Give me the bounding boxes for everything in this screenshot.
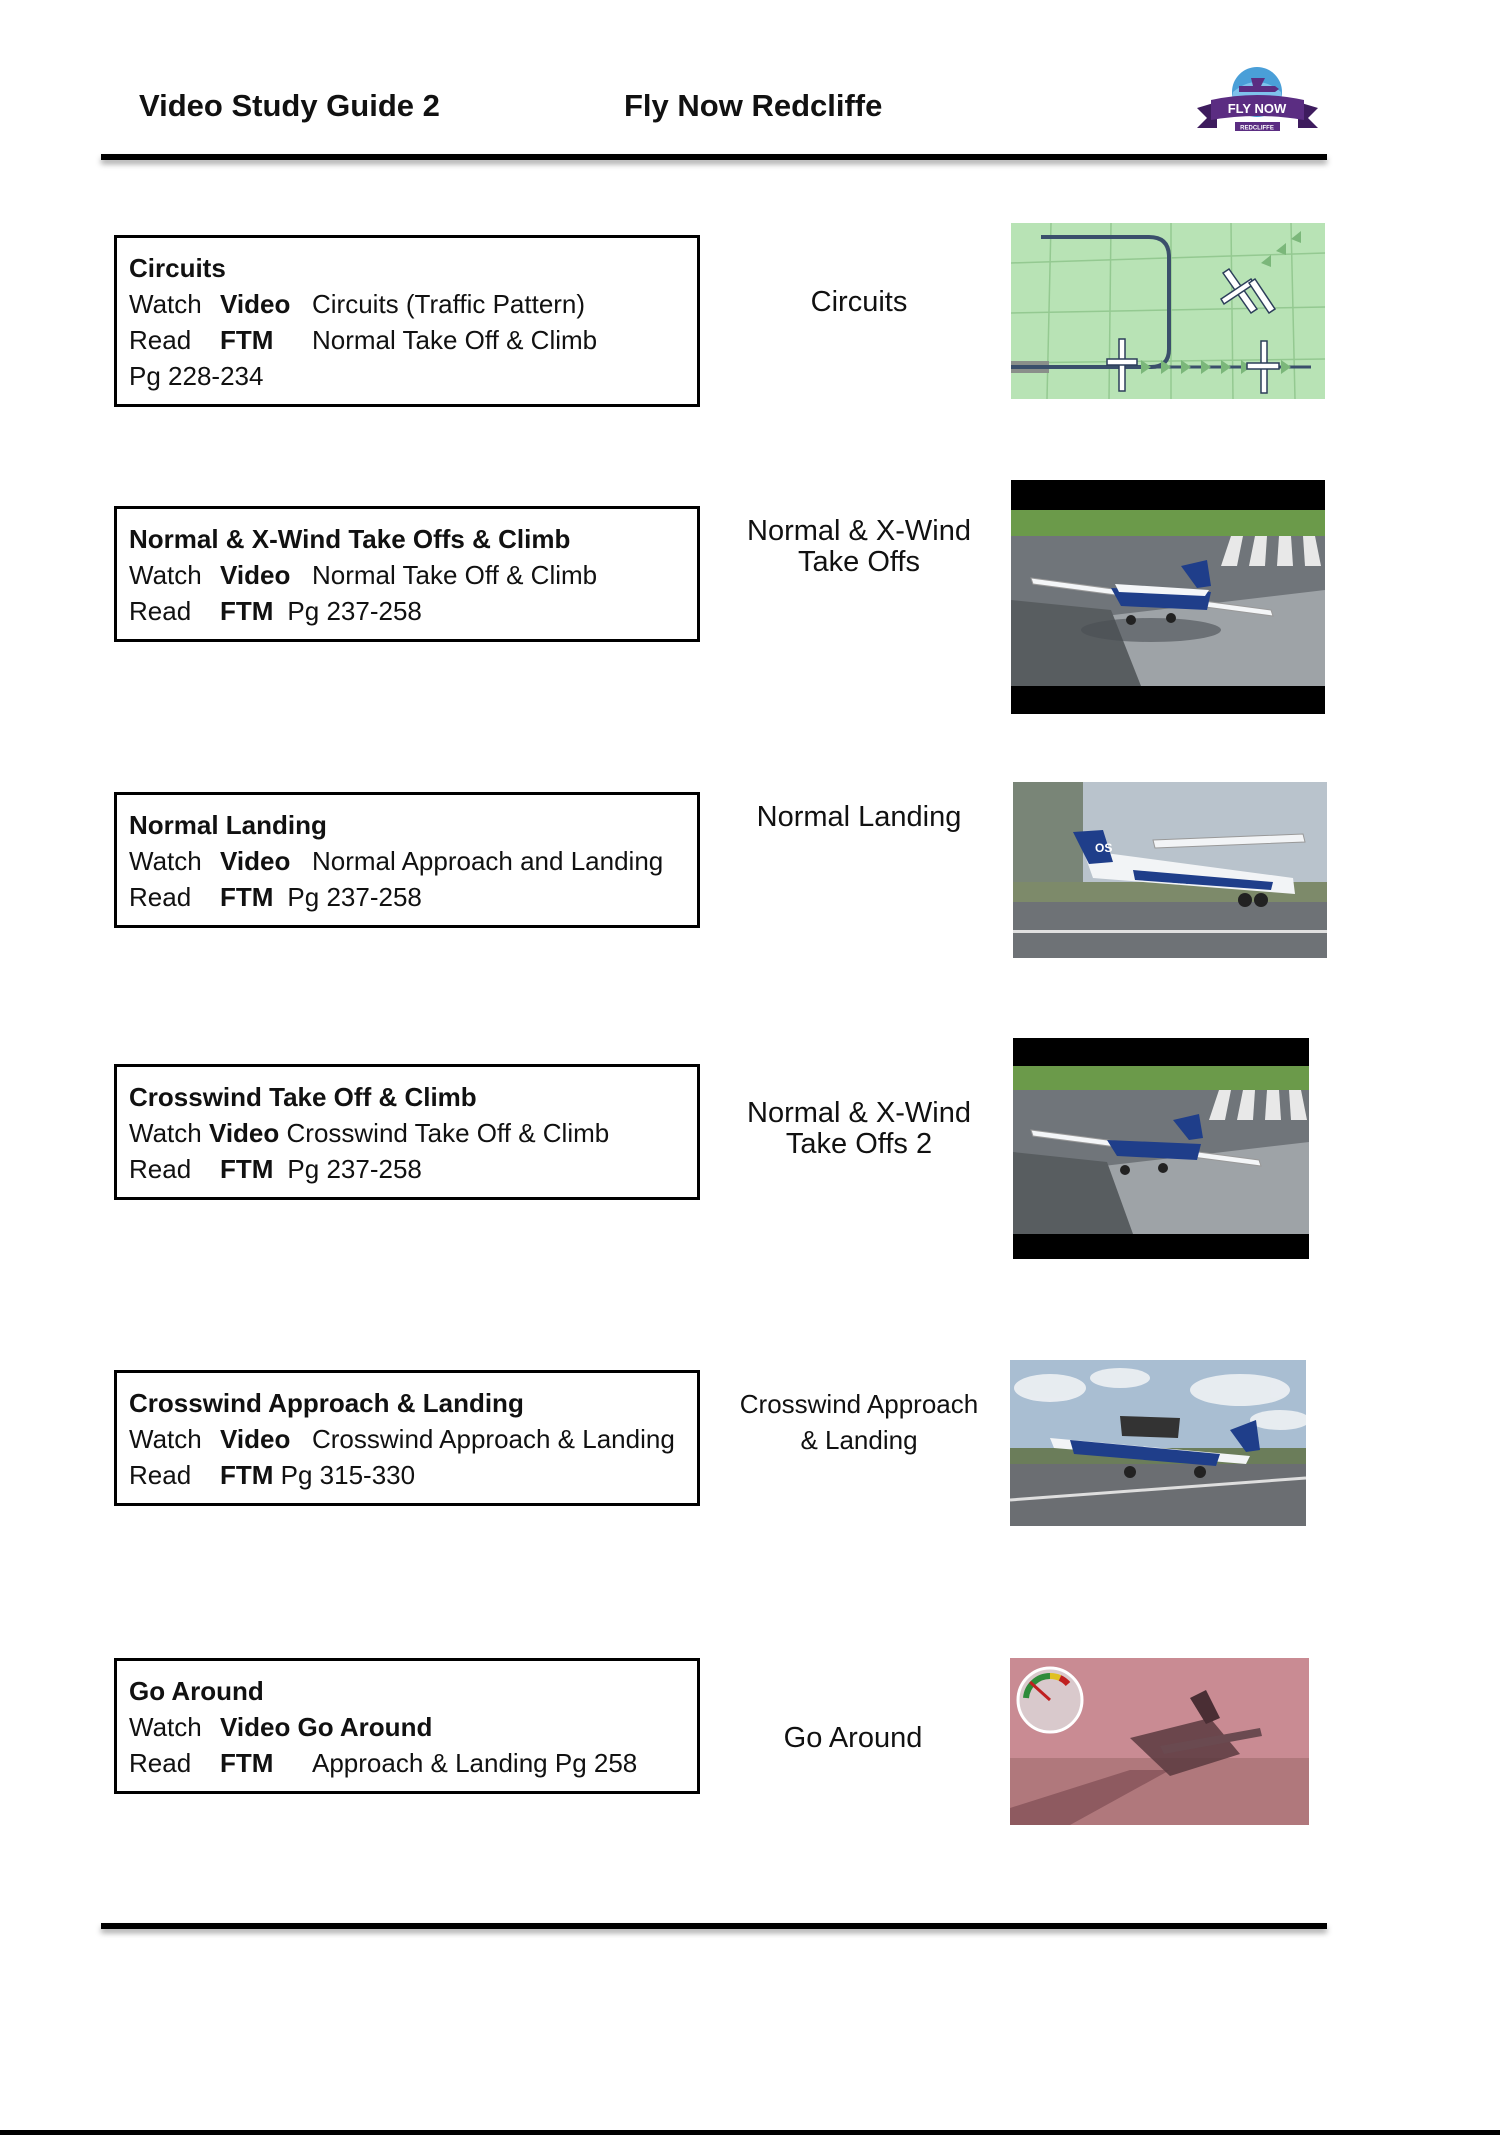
video-link[interactable]: Circuits (Traffic Pattern)	[312, 289, 586, 319]
tail-badge: OS	[1095, 841, 1113, 855]
org-name: Fly Now Redcliffe	[624, 88, 883, 123]
lesson-title: Normal & X-Wind Take Offs & Climb	[129, 524, 571, 554]
lesson-title: Circuits	[129, 253, 226, 283]
video-link[interactable]: Crosswind Take Off & Climb	[286, 1118, 610, 1148]
video-link[interactable]: Normal Approach and Landing	[312, 846, 664, 876]
lesson-card-circuits	[114, 235, 700, 407]
lesson-title: Normal Landing	[129, 810, 327, 840]
lesson-row-pages: Pg 228-234	[129, 361, 264, 391]
video-link[interactable]: Normal Take Off & Climb	[312, 560, 598, 590]
video-thumbnail-circuits[interactable]	[1011, 223, 1325, 399]
fly-now-logo	[1195, 62, 1320, 137]
video-thumbnail-go-around[interactable]	[1010, 1658, 1309, 1825]
video-thumbnail-normal-xwind[interactable]	[1011, 480, 1325, 714]
video-caption-normal-xwind-2: Normal & X-Wind Take Offs 2	[747, 1097, 971, 1160]
lesson-card-go-around	[114, 1658, 700, 1794]
lesson-row-watch: Watch Video Circuits (Traffic Pattern)	[129, 289, 586, 319]
video-caption-circuits: Circuits	[810, 286, 908, 318]
lesson-card-normal-landing	[114, 792, 700, 928]
lesson-title: Crosswind Take Off & Climb	[129, 1082, 477, 1112]
video-link[interactable]: Crosswind Approach & Landing	[312, 1424, 675, 1454]
lesson-row-watch: Watch Video Normal Approach and Landing	[129, 846, 664, 876]
lesson-row-read: Read FTM Approach & Landing Pg 258	[129, 1748, 638, 1778]
lesson-row-read: Read FTM Normal Take Off & Climb	[129, 325, 598, 355]
logo-graphic	[1195, 62, 1320, 137]
lesson-row-read: Read FTM Pg 237-258	[129, 596, 422, 626]
video-caption-crosswind-landing: Crosswind Approach & Landing	[739, 1389, 979, 1455]
lesson-row-watch: Watch Video Crosswind Take Off & Climb	[129, 1118, 610, 1148]
lesson-card-crosswind-landing	[114, 1370, 700, 1506]
logo-line1: FLY NOW	[1227, 101, 1287, 116]
video-thumbnail-crosswind-takeoff[interactable]	[1013, 1038, 1309, 1259]
lesson-row-read: Read FTM Pg 237-258	[129, 882, 422, 912]
video-caption-normal-xwind: Normal & X-Wind Take Offs	[747, 515, 971, 578]
lesson-title: Go Around	[129, 1676, 264, 1706]
lesson-card-normal-xwind-takeoff	[114, 506, 700, 642]
lesson-row-read: Read FTM Pg 237-258	[129, 1154, 422, 1184]
lesson-row-watch: Watch Video Crosswind Approach & Landing	[129, 1424, 675, 1454]
page-bottom-edge	[0, 2130, 1500, 2135]
video-thumbnail-crosswind-landing[interactable]	[1010, 1360, 1306, 1526]
video-thumbnail-normal-landing[interactable]	[1013, 782, 1327, 958]
video-caption-normal-landing: Normal Landing	[756, 801, 962, 833]
lesson-title: Crosswind Approach & Landing	[129, 1388, 524, 1418]
lesson-row-read: Read FTM Pg 315-330	[129, 1460, 416, 1490]
page-title: Video Study Guide 2	[139, 88, 440, 123]
header-rule	[101, 154, 1327, 160]
tail-registration: N405ER	[1142, 869, 1190, 887]
lesson-row-watch: Watch Video Normal Take Off & Climb	[129, 560, 598, 590]
logo-line2: REDCLIFFE	[1240, 125, 1274, 132]
lesson-row-watch: Watch Video Go Around	[129, 1712, 433, 1742]
video-link[interactable]: Video Go Around	[220, 1712, 433, 1742]
video-caption-go-around: Go Around	[783, 1722, 923, 1754]
footer-rule	[101, 1923, 1327, 1929]
lesson-card-crosswind-takeoff	[114, 1064, 700, 1200]
